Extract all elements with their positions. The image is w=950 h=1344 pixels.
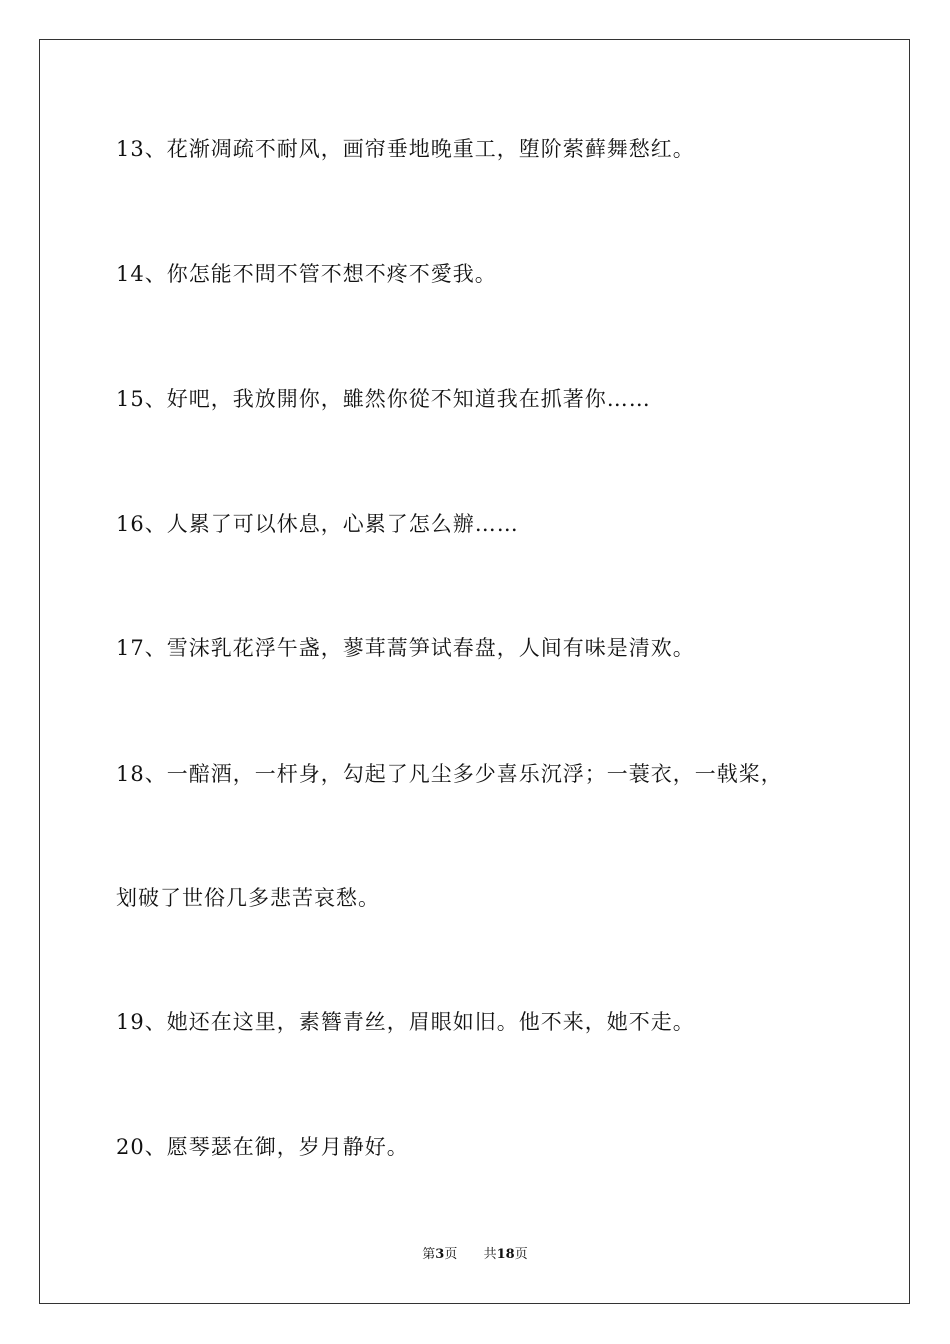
line-19: 19、她还在这里，素簪青丝，眉眼如旧。他不来，她不走。 bbox=[116, 1010, 695, 1034]
line-17: 17、雪沫乳花浮午盏，蓼茸蒿笋试春盘，人间有味是清欢。 bbox=[116, 636, 695, 660]
line-14: 14、你怎能不問不管不想不疼不愛我。 bbox=[116, 262, 497, 286]
line-18b: 划破了世俗几多悲苦哀愁。 bbox=[116, 886, 380, 910]
page-number: 3 bbox=[435, 1247, 445, 1262]
line-18a: 18、一醅酒，一杆身，勾起了凡尘多少喜乐沉浮；一蓑衣，一戟桨， bbox=[116, 762, 783, 786]
line-16: 16、人累了可以休息，心累了怎么辦…… bbox=[116, 512, 519, 536]
line-13: 13、花渐凋疏不耐风，画帘垂地晚重工，堕阶萦藓舞愁红。 bbox=[116, 137, 695, 161]
page-suffix: 页 bbox=[444, 1247, 458, 1262]
line-20: 20、愿琴瑟在御，岁月静好。 bbox=[116, 1135, 409, 1159]
page-footer bbox=[0, 1246, 950, 1264]
line-15: 15、好吧，我放開你，雖然你從不知道我在抓著你…… bbox=[116, 387, 651, 411]
page-prefix: 第 bbox=[422, 1247, 436, 1262]
page-border bbox=[39, 39, 910, 1304]
total-prefix: 共 bbox=[483, 1247, 497, 1262]
total-pages: 18 bbox=[496, 1247, 515, 1262]
total-suffix: 页 bbox=[514, 1247, 528, 1262]
